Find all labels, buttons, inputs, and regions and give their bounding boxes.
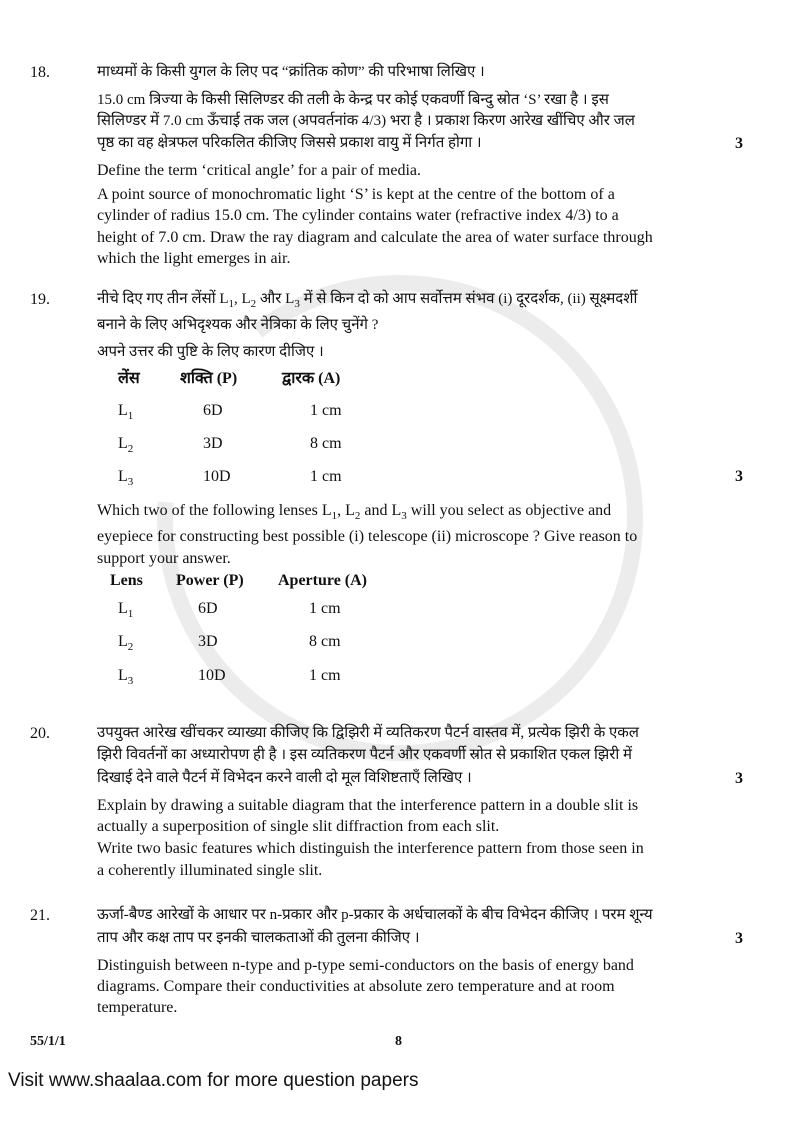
lens-name: $L_3$ [118,667,134,687]
question-text-line [97,500,710,521]
page-number: 8 [395,1034,402,1049]
subscript: 2 [354,510,361,522]
question-number: 18. [30,64,50,81]
lens-power: 10D [203,468,231,485]
question-text-line [97,955,710,976]
text-segment: diagrams. Compare their conductivities at absolute zero temperature and at room [97,978,615,995]
question-number: 19. [30,291,50,308]
question-text-line [97,795,710,816]
question-text-line [97,838,710,859]
question-text-line [97,745,710,766]
lens-table-row [97,665,710,686]
lens-aperture: 8 cm [310,435,342,452]
question-text-line [97,315,710,336]
text-segment: , L [234,291,251,307]
text-segment: a coherently illuminated single slit. [97,862,323,879]
lens-aperture: 1 cm [310,468,342,485]
subscript: 2 [250,298,257,310]
text-segment: बनाने के लिए अभिदृश्यक और नेत्रिका के लिए चुनेंगे ? [97,317,379,333]
text-segment: eyepiece for constructing best possible (i) telescope (ii) microscope ? Give reason to [97,528,638,545]
text-segment: माध्यमों के किसी युगल के लिए पद “क्रांतिक कोण” की परिभाषा लिखिए । [97,64,485,80]
lens-power: 6D [198,600,218,617]
lens-power: 3D [198,633,218,650]
text-segment: में से किन दो को आप सर्वोत्तम संभव (i) दूरदर्शक, (ii) सूक्ष्मदर्शी [299,291,638,307]
lens-name: $L_3$ [118,468,134,488]
lens-aperture: 1 cm [309,667,341,684]
question-text-line [97,976,710,997]
table-header: द्वारक (A) [282,370,341,387]
table-header: लेंस [118,370,140,387]
text-segment: दिखाई देने वाले पैटर्न में विभेदन करने वाली दो मूल विशिष्टताएँ लिखिए । [97,770,472,786]
question-text-line [97,90,710,111]
question-text-line [97,62,710,83]
text-segment: झिरी विवर्तनों का अध्यारोपण ही है । इस व्यतिकरण पैटर्न और एकवर्णी स्रोत से प्रकाशित एकल झिरी में [97,747,632,763]
text-segment: A point source of monochromatic light ‘S’ is kept at the centre of the bottom of a [97,186,615,203]
lens-table-row [97,400,710,421]
text-segment: actually a superposition of single slit diffraction from each slit. [97,818,500,835]
question-text-line [97,928,710,949]
lens-table-row [97,433,710,454]
question-text-line [97,160,710,181]
text-segment: ताप और कक्ष ताप पर इनकी चालकताओं की तुलना कीजिए । [97,930,420,946]
text-segment: और L [256,291,295,307]
marks: 3 [735,930,743,947]
text-segment: उपयुक्त आरेख खींचकर व्याख्या कीजिए कि द्विझिरी में व्यतिकरण पैटर्न वास्तव में, प्रत्येक झिरी के एकल [97,725,639,741]
lens-name: $L_1$ [118,402,134,422]
table-header: Aperture (A) [278,572,368,589]
marks: 3 [735,468,743,485]
lens-aperture: 8 cm [309,633,341,650]
question-text-line [97,205,710,226]
question-text-line [97,548,710,569]
table-header: Power (P) [176,572,244,589]
question-text-line [97,111,710,132]
lens-power: 6D [203,402,223,419]
question-text-line [97,184,710,205]
question-text-line [97,768,710,789]
paper-code: 55/1/1 [30,1034,66,1049]
table-header: शक्ति (P) [180,370,238,387]
lens-power: 10D [198,667,226,684]
lens-name: $L_2$ [118,435,134,455]
lens-table-row [97,598,710,619]
marks: 3 [735,770,743,787]
text-segment: सिलिण्डर में 7.0 cm ऊँचाई तक जल (अपवर्तनांक 4/3) भरा है । प्रकाश किरण आरेख खींचिए और जल [97,113,635,129]
text-segment: Distinguish between n-type and p-type semi-conductors on the basis of energy band [97,957,634,974]
text-segment: Write two basic features which distinguish the interference pattern from those seen in [97,840,644,857]
lens-table-row [97,631,710,652]
question-text-line [97,289,710,310]
question-text-line [97,248,710,269]
subscript: 1 [228,298,234,310]
text-segment: Which two of the following lenses L [97,502,332,519]
promo-banner-link[interactable]: Visit www.shaalaa.com for more question papers [8,1070,419,1091]
question-text-line [97,905,710,926]
page-footer [30,1034,770,1050]
question-text-line [97,227,710,248]
text-segment: ऊर्जा-बैण्ड आरेखों के आधार पर n-प्रकार और p-प्रकार के अर्धचालकों के बीच विभेदन कीजिए । परम शून्य [97,907,653,923]
table-header: Lens [110,572,143,589]
text-segment: temperature. [97,999,178,1016]
text-segment: अपने उत्तर की पुष्टि के लिए कारण दीजिए । [97,344,324,360]
text-segment: which the light emerges in air. [97,250,291,267]
text-segment: Explain by drawing a suitable diagram that the interference pattern in a double slit is [97,797,639,814]
text-segment: 15.0 cm त्रिज्या के किसी सिलिण्डर की तली के केन्द्र पर कोई एकवर्णी बिन्दु स्रोत ‘S’ रखा है । इस [97,92,609,108]
question-text-line [97,997,710,1018]
question-text-line [97,342,710,363]
question-text-line [97,133,710,154]
question-text-line [97,723,710,744]
subscript: 3 [294,298,300,310]
text-segment: support your answer. [97,550,231,567]
question-number: 20. [30,725,50,742]
lens-aperture: 1 cm [310,402,342,419]
subscript: 3 [401,510,407,522]
subscript: 1 [331,510,338,522]
marks: 3 [735,135,743,152]
text-segment: पृष्ठ का वह क्षेत्रफल परिकलित कीजिए जिससे प्रकाश वायु में निर्गत होगा । [97,135,482,151]
text-segment: Define the term ‘critical angle’ for a pair of media. [97,162,421,179]
text-segment: नीचे दिए गए तीन लेंसों L [97,291,229,307]
question-text-line [97,816,710,837]
text-segment: will you select as objective and [406,502,612,519]
lens-name: $L_1$ [118,600,134,620]
lens-table-row [97,466,710,487]
lens-table-header-row [97,570,710,591]
text-segment: cylinder of radius 15.0 cm. The cylinder contains water (refractive index 4/3) to a [97,207,619,224]
lens-name: $L_2$ [118,633,134,653]
question-text-line [97,860,710,881]
text-segment: , L [337,502,355,519]
lens-power: 3D [203,435,223,452]
text-segment: and L [360,502,402,519]
question-number: 21. [30,907,50,924]
text-segment: height of 7.0 cm. Draw the ray diagram and calculate the area of water surface through [97,229,653,246]
lens-aperture: 1 cm [309,600,341,617]
question-text-line [97,526,710,547]
lens-table-header-row [97,368,710,389]
